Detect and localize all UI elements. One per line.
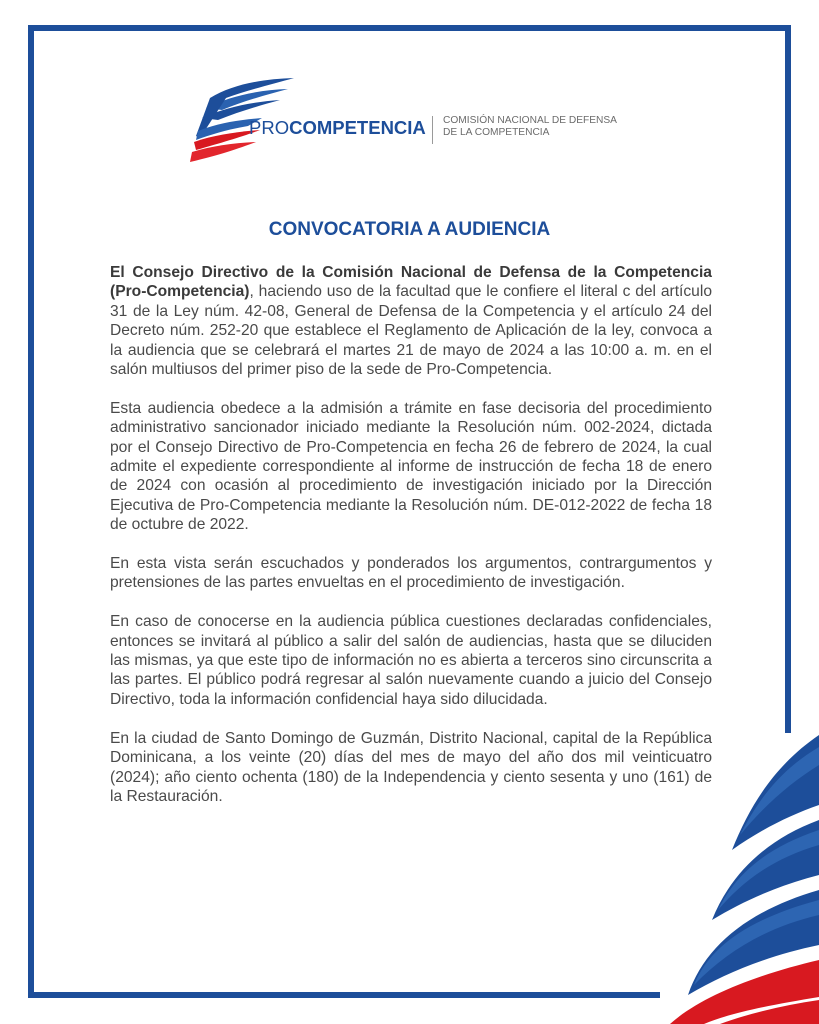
frame-border-left xyxy=(28,25,34,998)
frame-border-right xyxy=(785,25,791,733)
paragraph-convocation-text: , haciendo uso de la facultad que le confiere el literal c del artículo 31 de la Ley núm. 42-08, General de Defensa de la Competencia y el artículo 24 del Decreto núm. 252-20 que establece el Reglamento de Aplicación de la ley, convoca a la audiencia que se celebrará el martes 21 de mayo de 2024 a las 10:00 a. m. en el salón multiusos del primer piso de la sede de Pro-Competencia. xyxy=(110,283,712,379)
paragraph-convocation xyxy=(110,263,712,379)
procompetencia-logo xyxy=(188,76,638,166)
logo-wordmark-main: COMPETENCIA xyxy=(289,117,426,138)
paragraph-place-date: En la ciudad de Santo Domingo de Guzmán, Distrito Nacional, capital de la República Dominicana, a los veinte (20) días del mes de mayo del año dos mil veinticuatro (2024); año ciento ochenta (180) de la Independencia y ciento sesenta y uno (161) de la Restauración. xyxy=(110,729,712,805)
paragraph-hearing: En esta vista serán escuchados y ponderados los argumentos, contrargumentos y pretensiones de las partes envueltas en el procedimiento de investigación. xyxy=(110,555,712,592)
logo-subtitle-line1: COMISIÓN NACIONAL DE DEFENSA xyxy=(443,115,617,126)
document-body xyxy=(110,263,712,826)
corner-wing-decoration-icon xyxy=(660,735,819,1024)
logo-divider xyxy=(432,116,433,144)
paragraph-convocation-bold: El Consejo Directivo de la Comisión Nacional de Defensa de la Competencia (Pro-Competencia) xyxy=(110,264,712,301)
frame-border-bottom xyxy=(28,992,660,998)
logo-subtitle-line2: DE LA COMPETENCIA xyxy=(443,127,550,138)
logo-wordmark-prefix: PRO xyxy=(249,117,290,138)
document-title: CONVOCATORIA A AUDIENCIA xyxy=(268,219,551,240)
paragraph-admission: Esta audiencia obedece a la admisión a trámite en fase decisoria del procedimiento administrativo sancionador iniciado mediante la Resolución núm. 002-2024, dictada por el Consejo Directivo de Pro-Competencia en fecha 26 de febrero de 2024, la cual admite el expediente correspondiente al informe de instrucción de fecha 18 de enero de 2024 con ocasión al procedimiento de investigación iniciado por la Dirección Ejecutiva de Pro-Competencia mediante la Resolución núm. DE-012-2022 de fecha 18 de octubre de 2022. xyxy=(110,399,712,534)
frame-border-top xyxy=(28,25,791,31)
logo-subtitle xyxy=(443,115,617,139)
paragraph-confidentiality: En caso de conocerse en la audiencia pública cuestiones declaradas confidenciales, entonces se invitará al público a salir del salón de audiencias, hasta que se diluciden las mismas, ya que este tipo de información no es abierta a terceros sino circunscrita a las partes. El público podrá regresar al salón nuevamente cuando a juicio del Consejo Directivo, toda la información confidencial haya sido dilucidada. xyxy=(110,613,712,708)
logo-wordmark xyxy=(249,117,426,139)
